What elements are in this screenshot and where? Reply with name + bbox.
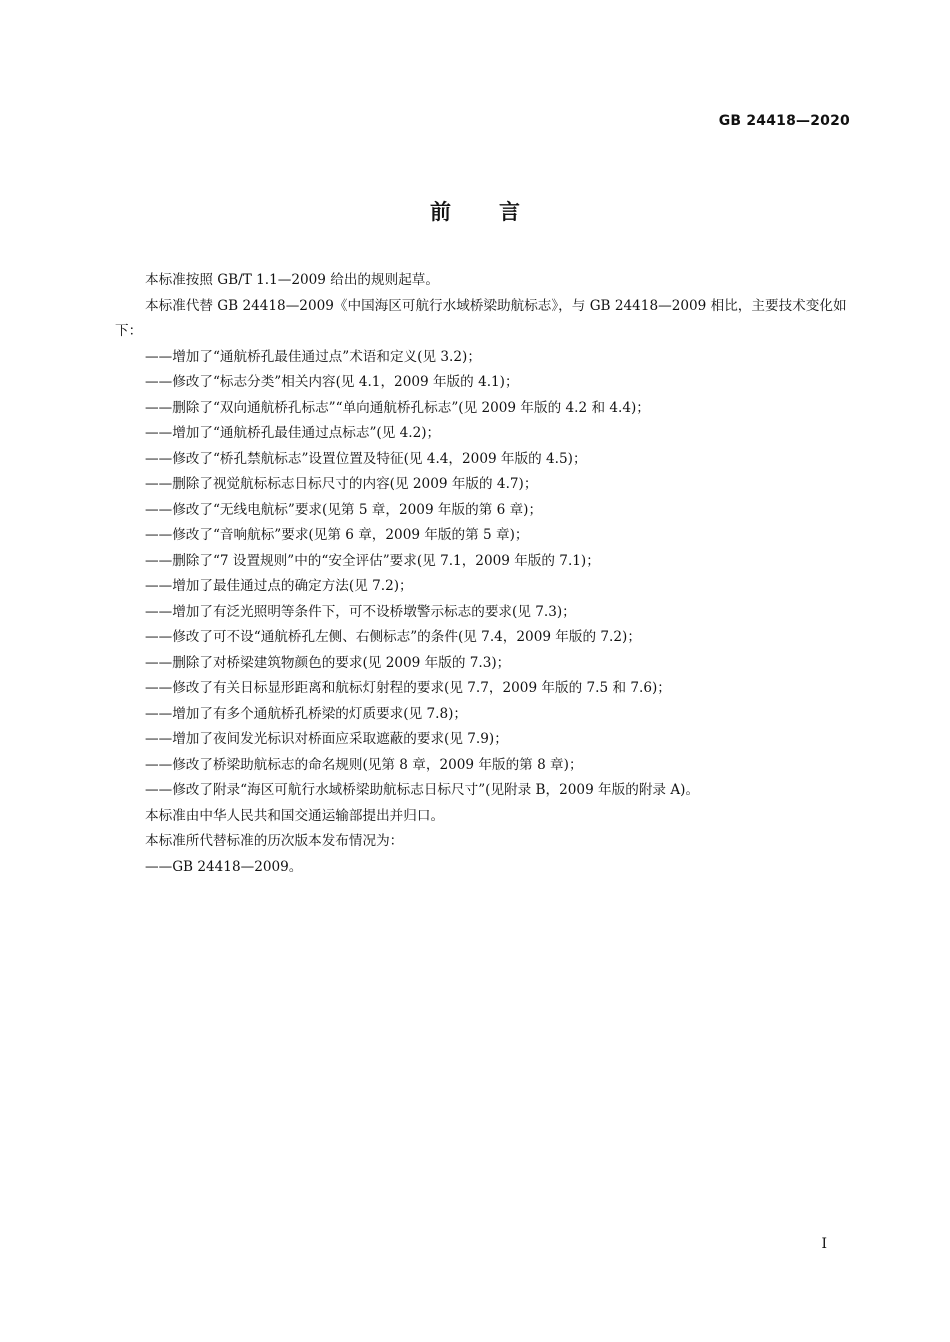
list-item: ——修改了桥梁助航标志的命名规则(见第 8 章，2009 年版的第 8 章)； xyxy=(145,756,583,773)
list-item: ——删除了视觉航标标志日标尺寸的内容(见 2009 年版的 4.7)； xyxy=(145,476,538,492)
list-item: ——增加了最佳通过点的确定方法(见 7.2)； xyxy=(145,578,413,594)
list-item: ——增加了夜间发光标识对桥面应采取遮蔽的要求(见 7.9)； xyxy=(145,731,508,747)
list-item: ——修改了“标志分类”相关内容(见 4.1，2009 年版的 4.1)； xyxy=(145,374,519,390)
list-item: ——增加了“通航桥孔最佳通过点标志”(见 4.2)； xyxy=(145,425,441,441)
paragraph-proposer: 本标准由中华人民共和国交通运输部提出并归口。 xyxy=(145,807,445,824)
history-list xyxy=(115,855,855,881)
list-item: ——删除了“7 设置规则”中的“安全评估”要求(见 7.1，2009 年版的 7.1)； xyxy=(145,552,600,569)
list-item: ——修改了“音响航标”要求(见第 6 章，2009 年版的第 5 章)； xyxy=(145,527,529,543)
changes-list xyxy=(115,345,855,804)
paragraph-replacement: 本标准代替 GB 24418—2009《中国海区可航行水域桥梁助航标志》，与 GB 24418—2009 相比，主要技术变化如下： xyxy=(115,297,847,339)
page-title: 前言 xyxy=(430,200,568,224)
list-item: ——修改了有关日标显形距离和航标灯射程的要求(见 7.7，2009 年版的 7.5 和 7.6)； xyxy=(145,680,671,696)
list-item: ——删除了对桥梁建筑物颜色的要求(见 2009 年版的 7.3)； xyxy=(145,654,511,671)
list-item: ——删除了“双向通航桥孔标志”“单向通航桥孔标志”(见 2009 年版的 4.2 和 4.4)； xyxy=(145,399,650,416)
list-item: ——增加了“通航桥孔最佳通过点”术语和定义(见 3.2)； xyxy=(145,348,481,365)
paragraph-drafting-rules: 本标准按照 GB/T 1.1—2009 给出的规则起草。 xyxy=(145,272,439,288)
list-item: ——修改了“桥孔禁航标志”设置位置及特征(见 4.4，2009 年版的 4.5)； xyxy=(145,450,587,467)
foreword-body xyxy=(115,268,855,880)
page-number: I xyxy=(821,1236,827,1252)
list-item: ——修改了可不设“通航桥孔左侧、右侧标志”的条件(见 7.4，2009 年版的 7.2)； xyxy=(145,629,641,645)
list-item: ——GB 24418—2009。 xyxy=(145,858,303,875)
paragraph-history-intro: 本标准所代替标准的历次版本发布情况为： xyxy=(145,833,404,849)
list-item: ——修改了附录“海区可航行水域桥梁助航标志日标尺寸”(见附录 B，2009 年版的附录 A)。 xyxy=(145,782,700,798)
list-item: ——增加了有泛光照明等条件下，可不设桥墩警示标志的要求(见 7.3)； xyxy=(145,603,576,620)
list-item: ——增加了有多个通航桥孔桥梁的灯质要求(见 7.8)； xyxy=(145,705,468,722)
list-item: ——修改了“无线电航标”要求(见第 5 章，2009 年版的第 6 章)； xyxy=(145,501,543,518)
standard-code: GB 24418—2020 xyxy=(718,113,850,129)
